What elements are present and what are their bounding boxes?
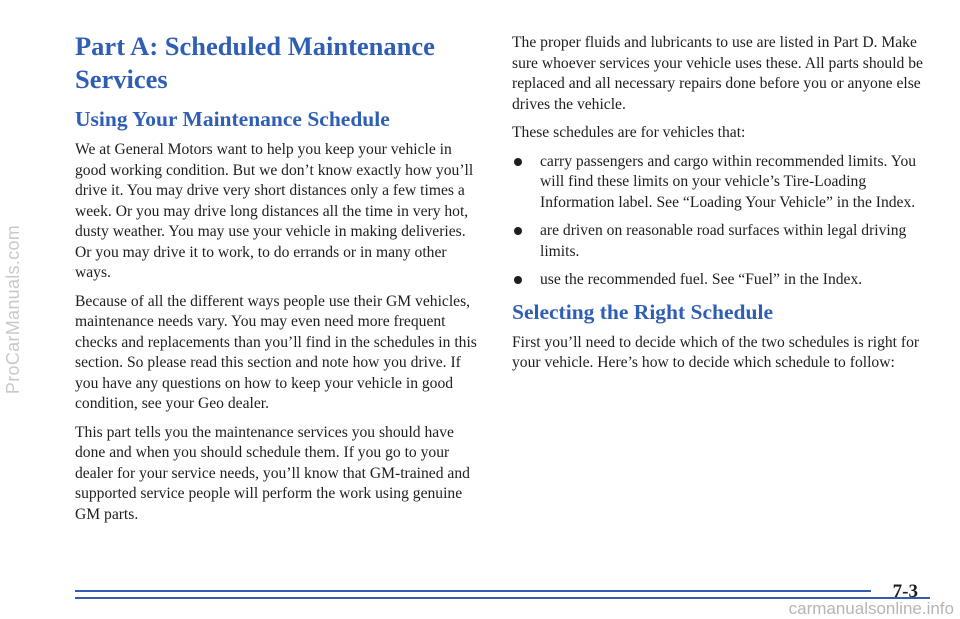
list-item [512, 152, 930, 214]
list-item [512, 270, 930, 291]
list-item-text: use the recommended fuel. See “Fuel” in the Index. [540, 271, 863, 288]
right-column [512, 33, 930, 382]
bottom-watermark: carmanualsonline.info [788, 599, 954, 618]
list-item [512, 221, 930, 262]
list-item-text: are driven on reasonable road surfaces within legal driving limits. [540, 222, 907, 260]
paragraph: Because of all the different ways people use their GM vehicles, maintenance needs vary. You may even need more frequent checks and replacements than you’ll find in the schedules in this section. So please read this section and note how you drive. If you have any questions on how to keep your vehicle in good condition, see your Geo dealer. [75, 292, 477, 412]
left-column [75, 30, 480, 533]
footer-rule [75, 590, 871, 592]
paragraph: We at General Motors want to help you keep your vehicle in good working condition. But we don’t know exactly how you’ll drive it. You may drive very short distances only a few times a week. Or you may drive long distances all the time in very hot, dusty weather. You may use your vehicle in making deliveries. Or you may drive it to work, to do errands or in many other ways. [75, 141, 474, 281]
side-watermark [0, 0, 28, 619]
bullet-icon [514, 158, 522, 166]
part-title: Part A: Scheduled Maintenance Services [75, 31, 435, 94]
vehicle-criteria-list [512, 152, 930, 291]
bullet-icon [514, 227, 522, 235]
bullet-icon [514, 276, 522, 284]
list-item-text: carry passengers and cargo within recommended limits. You will find these limits on your vehicle’s Tire-Loading Information label. See “Loading Your Vehicle” in the Index. [540, 152, 917, 211]
page-number: 7-3 [892, 581, 918, 602]
side-watermark-text: ProCarManuals.com [3, 224, 24, 395]
paragraph: The proper fluids and lubricants to use are listed in Part D. Make sure whoever services your vehicle uses these. All parts should be replaced and all necessary repairs done before you or anyone else drives the vehicle. [512, 34, 923, 113]
section-heading-selecting-schedule: Selecting the Right Schedule [512, 299, 773, 324]
paragraph: This part tells you the maintenance services you should have done and when you should schedule them. If you go to your dealer for your service needs, you’ll know that GM-trained and supported service people will perform the work using genuine GM parts. [75, 423, 470, 523]
paragraph: First you’ll need to decide which of the two schedules is right for your vehicle. Here’s how to decide which schedule to follow: [512, 333, 920, 371]
section-heading-using-schedule: Using Your Maintenance Schedule [75, 107, 390, 131]
paragraph: These schedules are for vehicles that: [512, 124, 746, 141]
